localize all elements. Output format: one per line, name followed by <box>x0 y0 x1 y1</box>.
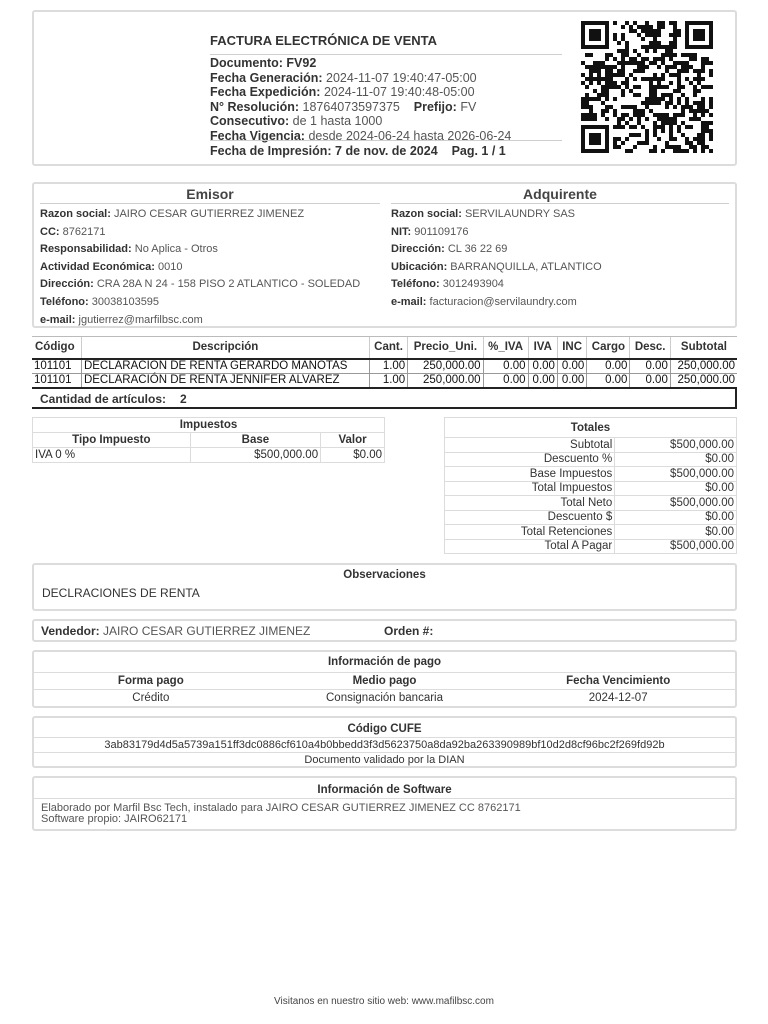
items-column-header: Cargo <box>587 337 630 359</box>
adquirente-field-value: CL 36 22 69 <box>447 243 508 256</box>
emisor-title: Emisor <box>40 186 380 204</box>
emisor-field-value: jgutierrez@marfilbsc.com <box>78 313 203 326</box>
table-cell: 250,000.00 <box>408 373 483 387</box>
adquirente-row <box>391 206 729 224</box>
adquirente-field-label: Teléfono: <box>391 278 440 291</box>
table-cell: 0.00 <box>630 373 670 387</box>
medio-pago-header: Medio pago <box>268 673 502 690</box>
totals-label: Subtotal <box>445 438 615 453</box>
adquirente-field-label: Ubicación: <box>391 260 448 273</box>
impresion-label: Fecha de Impresión: <box>210 144 332 158</box>
items-column-header: Precio_Uni. <box>408 337 483 359</box>
software-section <box>32 776 737 831</box>
vendedor-section <box>32 619 737 642</box>
totals-value: $500,000.00 <box>615 467 737 482</box>
vendedor-value: JAIRO CESAR GUTIERREZ JIMENEZ <box>103 624 311 638</box>
emisor-row <box>40 241 380 259</box>
totals-value: $0.00 <box>615 525 737 540</box>
table-cell: DECLARACION DE RENTA GERARDO MANOTAS <box>81 359 369 374</box>
emisor-row <box>40 206 380 224</box>
pago-section <box>32 650 737 708</box>
adquirente-row <box>391 259 729 277</box>
adquirente-field-label: NIT: <box>391 225 412 238</box>
fecha-expedicion-label: Fecha Expedición: <box>210 85 321 99</box>
qr-code <box>581 20 713 154</box>
software-line-1: Elaborado por Marfil Bsc Tech, instalado para JAIRO CESAR GUTIERREZ JIMENEZ CC 8762171 <box>41 802 521 814</box>
table-cell: 0.00 <box>630 359 670 374</box>
cufe-title: Código CUFE <box>34 720 735 738</box>
emisor-field-value: 8762171 <box>62 225 106 238</box>
totals-value: $500,000.00 <box>615 438 737 453</box>
count-value: 2 <box>180 392 187 406</box>
items-count <box>32 387 737 409</box>
emisor-field-value: 0010 <box>157 260 183 273</box>
adquirente-field-label: Razon social: <box>391 208 462 220</box>
table-row <box>32 373 737 387</box>
totals-row <box>445 438 737 453</box>
table-cell: 250,000.00 <box>670 359 737 374</box>
adquirente-field-value: SERVILAUNDRY SAS <box>464 208 576 220</box>
adquirente-field-value: 901109176 <box>414 225 469 238</box>
emisor-row <box>40 276 380 294</box>
totals-label: Total Impuestos <box>445 481 615 496</box>
totals-row <box>445 539 737 554</box>
tax-column-header: Tipo Impuesto <box>33 433 191 448</box>
table-cell: 1.00 <box>369 359 407 374</box>
forma-pago-value: Crédito <box>132 692 170 704</box>
totals-row <box>445 525 737 540</box>
table-cell: 0.00 <box>483 359 528 374</box>
adquirente-field-label: Dirección: <box>391 243 445 256</box>
adquirente-row <box>391 241 729 259</box>
vigencia-value: desde 2024-06-24 hasta 2026-06-24 <box>308 128 512 143</box>
table-cell: 0.00 <box>528 373 557 387</box>
emisor-field-value: CRA 28A N 24 - 158 PISO 2 ATLANTICO - SOLEDAD <box>96 278 361 291</box>
prefijo-value: FV <box>460 99 477 114</box>
adquirente-row <box>391 294 729 312</box>
vendedor-label: Vendedor: <box>41 624 100 638</box>
table-cell: $500,000.00 <box>190 448 320 463</box>
fecha-generacion-label: Fecha Generación: <box>210 70 323 85</box>
invoice-title: FACTURA ELECTRÓNICA DE VENTA <box>210 33 438 48</box>
table-cell: 0.00 <box>587 359 630 374</box>
emisor-row <box>40 259 380 277</box>
adquirente-panel <box>391 186 729 312</box>
taxes-table <box>32 417 385 463</box>
table-cell: 1.00 <box>369 373 407 387</box>
table-cell: $0.00 <box>321 448 385 463</box>
tax-column-header: Base <box>190 433 320 448</box>
tax-column-header: Valor <box>321 433 385 448</box>
software-line-2: Software propio: JAIRO62171 <box>41 813 188 825</box>
resolucion-label: N° Resolución: <box>210 99 300 114</box>
adquirente-field-value: BARRANQUILLA, ATLANTICO <box>450 260 602 273</box>
taxes-title: Impuestos <box>33 418 385 433</box>
medio-pago-value: Consignación bancaria <box>326 692 443 704</box>
dian-validation: Documento validado por la DIAN <box>304 754 465 766</box>
totals-value: $500,000.00 <box>615 539 737 554</box>
totals-row <box>445 496 737 511</box>
totals-label: Descuento $ <box>445 510 615 525</box>
adquirente-row <box>391 224 729 242</box>
adquirente-field-label: e-mail: <box>391 295 427 308</box>
emisor-field-label: Actividad Económica: <box>40 260 155 273</box>
items-table <box>32 336 737 388</box>
items-column-header: Descripción <box>81 337 369 359</box>
invoice-header <box>32 10 737 166</box>
totals-row <box>445 467 737 482</box>
emisor-row <box>40 294 380 312</box>
page-number: Pag. 1 / 1 <box>451 144 506 158</box>
emisor-field-label: Responsabilidad: <box>40 243 132 256</box>
table-row <box>32 359 737 374</box>
items-column-header: Desc. <box>630 337 670 359</box>
adquirente-title: Adquirente <box>391 186 729 204</box>
parties-section <box>32 182 737 328</box>
footer-note: Visitanos en nuestro sitio web: www.mafilbsc.com <box>274 996 494 1007</box>
fecha-generacion-value: 2024-11-07 19:40:47-05:00 <box>326 70 477 85</box>
observaciones-text: DECLRACIONES DE RENTA <box>42 586 200 600</box>
software-title: Información de Software <box>34 781 735 799</box>
totals-value: $500,000.00 <box>615 496 737 511</box>
emisor-panel <box>40 186 380 329</box>
observaciones-section <box>32 563 737 611</box>
totals-row <box>445 510 737 525</box>
table-cell: 0.00 <box>557 359 586 374</box>
totals-value: $0.00 <box>615 510 737 525</box>
totals-table <box>444 417 737 554</box>
document-info <box>210 56 511 143</box>
divider <box>210 54 562 55</box>
impresion-value: 7 de nov. de 2024 <box>335 144 438 158</box>
items-column-header: Código <box>32 337 81 359</box>
totals-row <box>445 481 737 496</box>
consecutivo-label: Consecutivo: <box>210 114 290 128</box>
divider <box>210 140 562 141</box>
table-cell: 0.00 <box>483 373 528 387</box>
items-column-header: Subtotal <box>670 337 737 359</box>
fecha-vencimiento-header: Fecha Vencimiento <box>501 673 735 690</box>
fecha-vencimiento-value: 2024-12-07 <box>588 692 648 704</box>
table-row <box>33 448 385 463</box>
totals-label: Total Retenciones <box>445 525 615 540</box>
totals-title: Totales <box>445 418 737 438</box>
table-cell: 101101 <box>32 373 81 387</box>
table-cell: 0.00 <box>587 373 630 387</box>
adquirente-row <box>391 276 729 294</box>
totals-label: Total Neto <box>445 496 615 511</box>
table-cell: 250,000.00 <box>670 373 737 387</box>
documento-value: FV92 <box>286 56 317 70</box>
totals-label: Descuento % <box>445 452 615 467</box>
adquirente-field-value: facturacion@servilaundry.com <box>429 295 577 308</box>
items-column-header: INC <box>557 337 586 359</box>
emisor-field-label: CC: <box>40 225 60 238</box>
prefijo-label: Prefijo: <box>413 99 457 114</box>
emisor-field-label: Razon social: <box>40 208 111 220</box>
table-cell: 0.00 <box>557 373 586 387</box>
emisor-field-value: JAIRO CESAR GUTIERREZ JIMENEZ <box>113 208 305 220</box>
emisor-field-value: No Aplica - Otros <box>134 243 218 256</box>
totals-row <box>445 452 737 467</box>
print-info <box>210 144 506 158</box>
totals-value: $0.00 <box>615 452 737 467</box>
emisor-field-label: e-mail: <box>40 313 76 326</box>
orden-label: Orden #: <box>384 624 434 638</box>
pago-title: Información de pago <box>34 656 735 673</box>
vigencia-label: Fecha Vigencia: <box>210 128 305 143</box>
cufe-section <box>32 716 737 768</box>
fecha-expedicion-value: 2024-11-07 19:40:48-05:00 <box>323 85 475 99</box>
observaciones-title: Observaciones <box>343 569 426 581</box>
forma-pago-header: Forma pago <box>34 673 268 690</box>
table-cell: 101101 <box>32 359 81 374</box>
items-column-header: IVA <box>528 337 557 359</box>
table-cell: IVA 0 % <box>33 448 191 463</box>
totals-label: Total A Pagar <box>445 539 615 554</box>
emisor-row <box>40 224 380 242</box>
emisor-field-value: 30038103595 <box>91 295 160 308</box>
items-column-header: Cant. <box>369 337 407 359</box>
emisor-field-label: Dirección: <box>40 278 94 291</box>
table-cell: 250,000.00 <box>408 359 483 374</box>
consecutivo-value: de 1 hasta 1000 <box>292 114 383 128</box>
cufe-code: 3ab83179d4d5a5739a151ff3dc0886cf610a4b0bbedd3f3d5623750a8da92ba263390989bf10d2d8cf96bc2f269fd92b <box>34 738 735 753</box>
items-column-header: %_IVA <box>483 337 528 359</box>
totals-label: Base Impuestos <box>445 467 615 482</box>
table-cell: DECLARACIÓN DE RENTA JENNIFER ALVAREZ <box>81 373 369 387</box>
documento-label: Documento: <box>210 56 283 70</box>
emisor-field-label: Teléfono: <box>40 295 89 308</box>
table-cell: 0.00 <box>528 359 557 374</box>
resolucion-value: 18764073597375 <box>302 99 400 114</box>
count-label: Cantidad de artículos: <box>40 392 167 406</box>
totals-value: $0.00 <box>615 481 737 496</box>
adquirente-field-value: 3012493904 <box>442 278 504 291</box>
emisor-row <box>40 312 380 330</box>
